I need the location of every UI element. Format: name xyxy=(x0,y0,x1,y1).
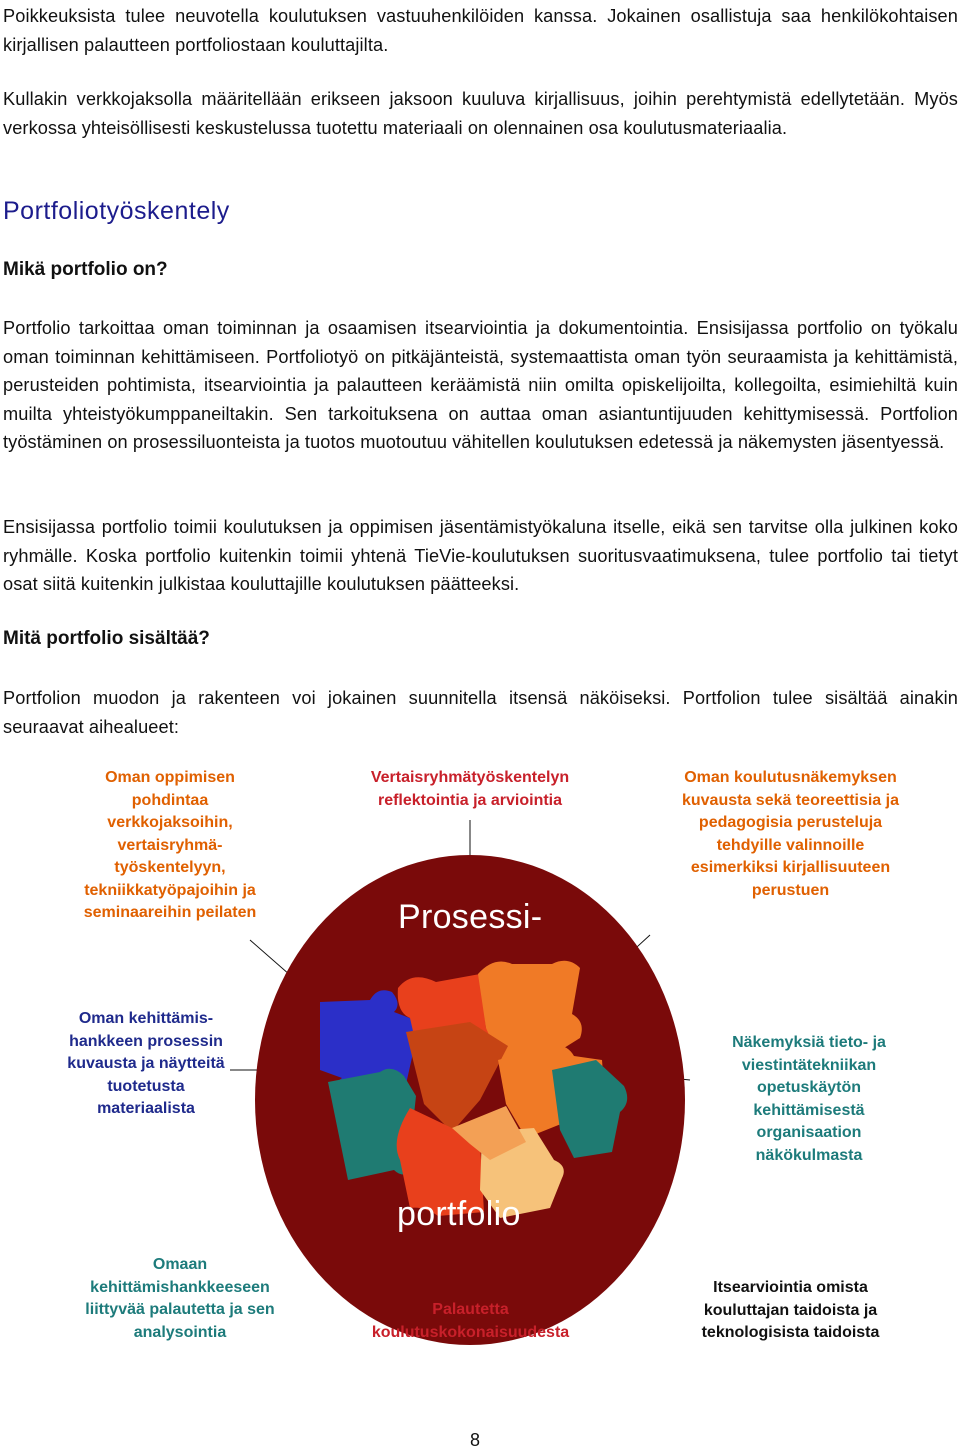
label-top-center: Vertaisryhmätyöskentelyn reflektointia ja arviointia xyxy=(370,769,570,809)
label-bottom-center: Palautetta koulutuskokonaisuudesta xyxy=(371,1301,570,1341)
body-paragraph-2: Ensisijassa portfolio toimii koulutuksen ja oppimisen jäsentämistyökaluna itselle, eikä sen tarvitse olla julkinen koko ryhmälle. Koska portfolio kuitenkin toimii yhtenä TieVie-koulutuksen suoritusvaatimuksena, tulee portfolio tai tietyt osat siitä kuitenkin julkistaa kouluttajille koulutuksen päätteeksi. xyxy=(3,517,958,594)
section-heading: Portfoliotyöskentely xyxy=(3,197,230,225)
intro-paragraph-1: Poikkeuksista tulee neuvotella koulutuksen vastuuhenkilöiden kanssa. Jokainen osallistuja saa henkilökohtaisen kirjallisen palautteen portfoliostaan kouluttajilta. xyxy=(3,6,958,55)
diagram-center-title-bottom: portfolio xyxy=(397,1195,521,1233)
label-top-right: Oman koulutusnäkemyksen kuvausta sekä teoreettisia ja pedagogisia perusteluja tehdyille valinnoille esimerkiksi kirjallisuuteen perustuen xyxy=(681,769,899,899)
diagram-center-title-top: Prosessi- xyxy=(398,898,543,936)
intro-paragraph-2: Kullakin verkkojaksolla määritellään erikseen jaksoon kuuluva kirjallisuus, joihin perehtymistä edellytetään. Myös verkossa yhteisöllisesti keskustelussa tuotettu materiaali on olennainen osa koulutusmateriaalia. xyxy=(3,89,958,138)
body-paragraph-3: Portfolion muodon ja rakenteen voi jokainen suunnitella itsensä näköiseksi. Portfolion tulee sisältää ainakin seuraavat aihealueet: xyxy=(3,688,958,737)
label-bottom-left: Omaan kehittämishankkeeseen liittyvää palautetta ja sen analysointia xyxy=(85,1256,275,1341)
label-bottom-right: Itsearviointia omista kouluttajan taidoista ja teknologisista taidoista xyxy=(701,1279,880,1341)
body-paragraph-1: Portfolio tarkoittaa oman toiminnan ja osaamisen itsearviointia ja dokumentointia. Ensisijassa portfolio on työkalu oman toiminnan kehittämiseen. Portfoliotyö on pitkäjänteistä, systemaattista oman työn seuraamista ja kehittämistä, perusteiden pohtimista, itsearviointia ja palautteen keräämistä niin omilta opiskelijoilta, kollegoilta, esimiehiltä kuin muilta yhteistyökumppaneiltakin. Sen tarkoituksena on auttaa oman asiantuntijuuden kehittymisessä. Portfolion työstäminen on prosessiluonteista ja tuotos muotoutuu vähitellen koulutuksen edetessä ja näkemysten jäsentyessä. xyxy=(3,318,958,452)
label-top-left: Oman oppimisen pohdintaa verkkojaksoihin, vertaisryhmä-työskentelyyn, tekniikkatyöpajoihin ja seminaareihin peilaten xyxy=(83,769,257,921)
label-mid-right: Näkemyksiä tieto- ja viestintätekniikan opetuskäytön kehittämisestä organisaation näkökulmasta xyxy=(732,1034,886,1164)
question-heading-2: Mitä portfolio sisältää? xyxy=(3,628,210,649)
page-number: 8 xyxy=(470,1430,481,1450)
question-heading-1: Mikä portfolio on? xyxy=(3,259,168,280)
label-mid-left: Oman kehittämis-hankkeen prosessin kuvausta ja näytteitä tuotetusta materiaalista xyxy=(67,1010,225,1117)
